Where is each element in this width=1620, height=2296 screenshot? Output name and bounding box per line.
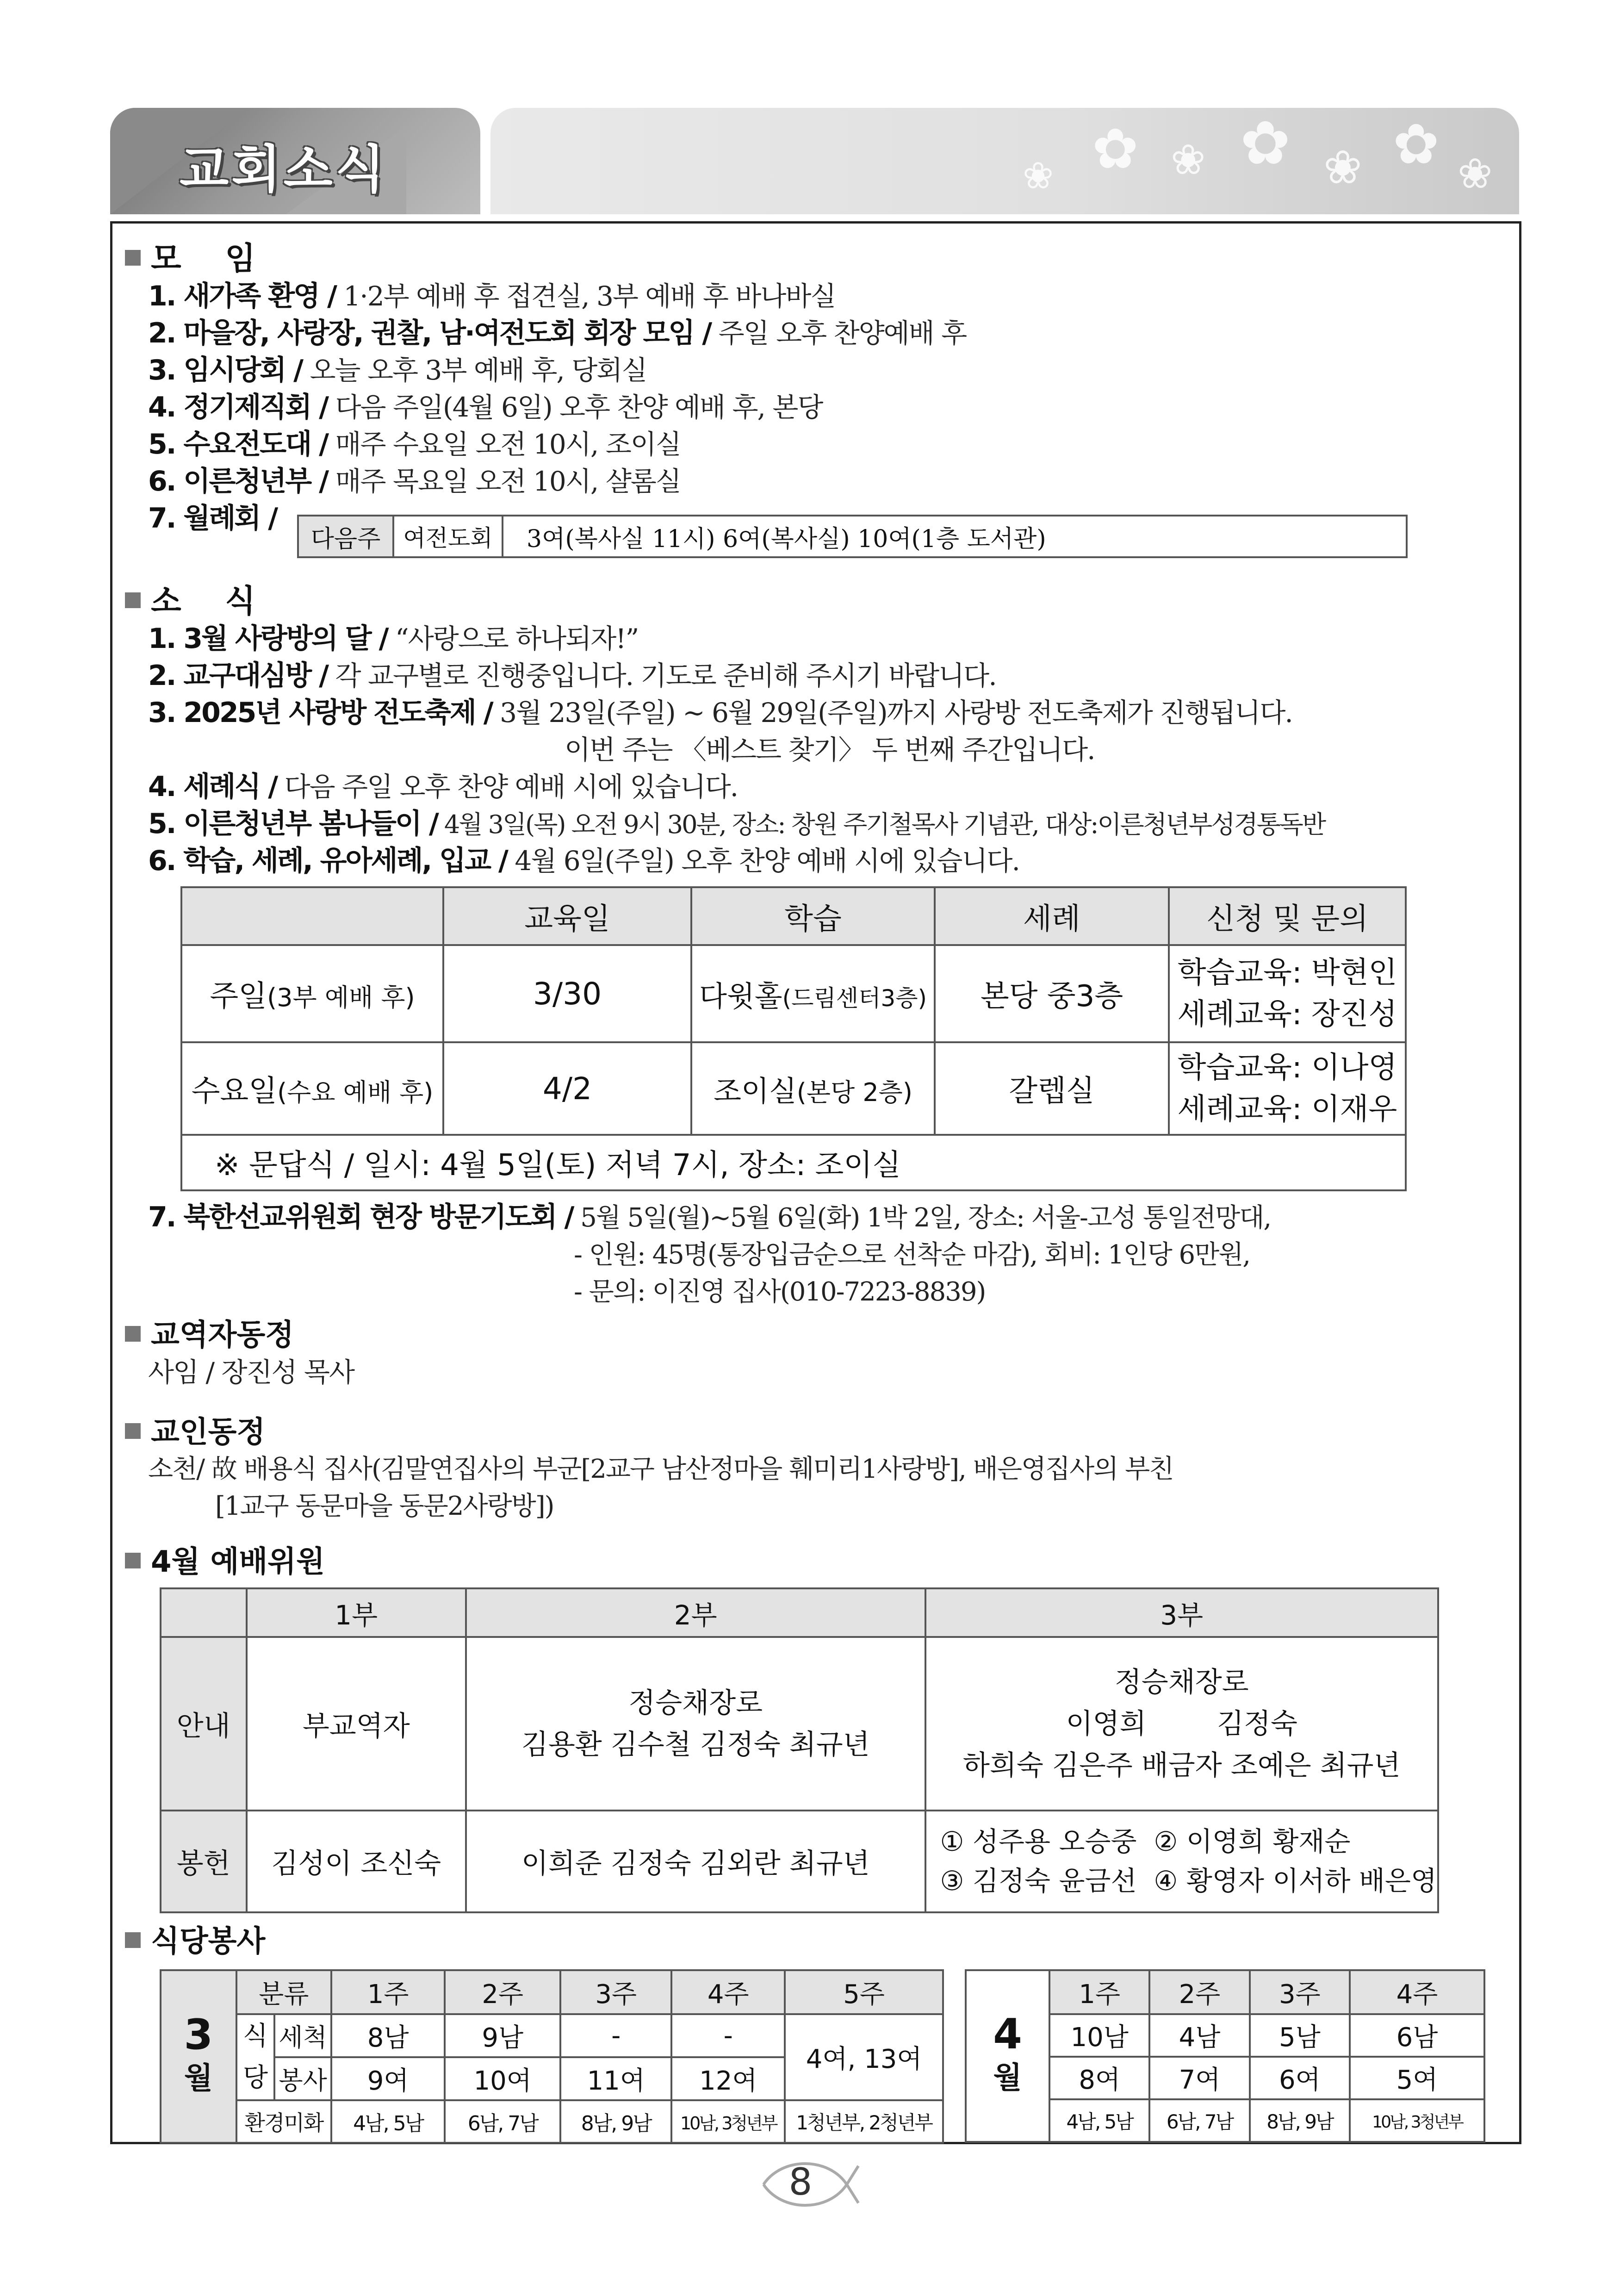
gyoin-line1: 소천/ 故 배용식 집사(김말연집사의 부군[2교구 남산정마을 훼미리1사랑방], 배은영집사의 부친 — [148, 1454, 1173, 1484]
march-cell: 10여 — [445, 2057, 560, 2100]
worship-row-label: 봉헌 — [161, 1811, 247, 1912]
edu-header-contact: 신청 및 문의 — [1169, 887, 1406, 945]
march-cell: 11여 — [560, 2057, 671, 2100]
edu-header-se: 세례 — [935, 887, 1169, 945]
april-cell: 8남, 9남 — [1250, 2099, 1350, 2142]
moim-item-4: 4. 정기제직회 / 다음 주일(4월 6일) 오후 찬양 예배 후, 본당 — [148, 391, 823, 423]
cafeteria-april-table — [965, 1969, 1485, 2143]
edu-header-hak: 학습 — [691, 887, 935, 945]
edu-row-contact: 학습교육: 이나영 세례교육: 이재우 — [1169, 1042, 1406, 1135]
march-cell: 8남 — [331, 2014, 445, 2057]
moim-item-3: 3. 임시당회 / 오늘 오후 3부 예배 후, 당회실 — [148, 354, 647, 386]
edu-row-day: 주일(3부 예배 후) — [181, 945, 443, 1042]
april-cell: 10남, 3청년부 — [1350, 2099, 1484, 2142]
gyoyeokja-text: 사임 / 장진성 목사 — [148, 1356, 354, 1388]
worship-cell: 김성이 조신숙 — [247, 1811, 466, 1912]
worship-row-label: 안내 — [161, 1637, 247, 1811]
page-number: 8 — [788, 2160, 813, 2203]
march-cell: 1청년부, 2청년부 — [785, 2100, 943, 2143]
gyoin-line2: [1교구 동문마을 동문2사랑방]) — [215, 1491, 554, 1521]
edu-row-contact: 학습교육: 박현인 세례교육: 장진성 — [1169, 945, 1406, 1042]
sosik-item-1: 1. 3월 사랑방의 달 / “사랑으로 하나되자!” — [148, 622, 639, 655]
march-env-label: 환경미화 — [236, 2100, 331, 2143]
edu-row-hak: 조이실(본당 2층) — [691, 1042, 935, 1135]
march-header-w1: 1주 — [331, 1970, 445, 2014]
worship-cell: ① 성주용 오승중 ② 이영희 황재순 ③ 김정숙 윤금선 ④ 황영자 이서하 배은영 — [925, 1811, 1438, 1912]
blossom-icon: ✿ — [1092, 117, 1139, 181]
worship-header-3: 3부 — [925, 1588, 1438, 1637]
cafeteria-march-table — [160, 1969, 944, 2144]
march-header-cat: 분류 — [236, 1970, 331, 2014]
blossom-icon: ✿ — [1240, 108, 1291, 178]
blossom-icon: ❀ — [1458, 149, 1493, 198]
april-cell: 4남, 5남 — [1049, 2099, 1149, 2142]
sosik-item-7-line3: - 문의: 이진영 집사(010-7223-8839) — [574, 1277, 986, 1307]
square-bullet-icon — [125, 1423, 141, 1439]
march-cell: 9남 — [445, 2014, 560, 2057]
worship-header-blank — [161, 1588, 247, 1637]
april-header-w3: 3주 — [1250, 1970, 1350, 2014]
blossom-icon: ❀ — [1023, 154, 1054, 197]
march-week5: 4여, 13여 — [785, 2014, 943, 2100]
march-header-w2: 2주 — [445, 1970, 560, 2014]
april-cell: 5여 — [1350, 2057, 1484, 2099]
square-bullet-icon — [125, 1326, 141, 1342]
page-number-badge — [759, 2147, 861, 2221]
sosik-item-3-cont: 이번 주는 〈베스트 찾기〉 두 번째 주간입니다. — [565, 734, 1095, 765]
worship-cell: 이희준 김정숙 김외란 최규년 — [466, 1811, 925, 1912]
section-heading-sosik: 소 식 — [125, 583, 255, 620]
march-cell: - — [671, 2014, 785, 2057]
header-banner — [490, 108, 1519, 214]
section-heading-worship: 4월 예배위원 — [125, 1543, 325, 1580]
march-cell: - — [560, 2014, 671, 2057]
april-cell: 4남 — [1149, 2014, 1249, 2057]
section-heading-gyoin: 교인동정 — [125, 1414, 265, 1451]
sosik-item-7-line2: - 인원: 45명(통장입금순으로 선착순 마감), 회비: 1인당 6만원, — [574, 1240, 1250, 1270]
monthly-group: 여전도회 — [393, 516, 503, 557]
edu-row-date: 3/30 — [443, 945, 691, 1042]
april-header-w1: 1주 — [1049, 1970, 1149, 2014]
sosik-item-2: 2. 교구대심방 / 각 교구별로 진행중입니다. 기도로 준비해 주시기 바랍니다. — [148, 660, 996, 692]
section-heading-gyoyeokja: 교역자동정 — [125, 1317, 294, 1354]
april-header-w4: 4주 — [1350, 1970, 1484, 2014]
moim-item-1: 1. 새가족 환영 / 1·2부 예배 후 접견실, 3부 예배 후 바나바실 — [148, 280, 836, 312]
monthly-detail: 3여(복사실 11시) 6여(복사실) 10여(1층 도서관) — [503, 516, 1407, 557]
sosik-item-4: 4. 세례식 / 다음 주일 오후 찬양 예배 시에 있습니다. — [148, 771, 738, 803]
sosik-item-5: 5. 이른청년부 봄나들이 / 4월 3일(목) 오전 9시 30분, 장소: 창원 주기철목사 기념관, 대상:이른청년부성경통독반 — [148, 808, 1325, 840]
march-sechuk-label: 세척 — [274, 2014, 331, 2057]
march-header-w4: 4주 — [671, 1970, 785, 2014]
sosik-item-6: 6. 학습, 세례, 유아세례, 입교 / 4월 6일(주일) 오후 찬양 예배 시에 있습니다. — [148, 845, 1019, 877]
blossom-icon: ❀ — [1171, 136, 1206, 184]
edu-row-hak: 다윗홀(드림센터3층) — [691, 945, 935, 1042]
march-sikdang: 식 당 — [236, 2014, 274, 2100]
edu-header-blank — [181, 887, 443, 945]
page-title: 교회소식 — [180, 140, 388, 199]
april-cell: 6여 — [1250, 2057, 1350, 2099]
march-header-w5: 5주 — [785, 1970, 943, 2014]
april-cell: 6남 — [1350, 2014, 1484, 2057]
edu-row-date: 4/2 — [443, 1042, 691, 1135]
april-cell: 10남 — [1049, 2014, 1149, 2057]
blossom-icon: ❀ — [1323, 140, 1362, 194]
blossom-icon: ✿ — [1393, 112, 1440, 177]
march-cell: 6남, 7남 — [445, 2100, 560, 2143]
sosik-item-3: 3. 2025년 사랑방 전도축제 / 3월 23일(주일) ~ 6월 29일(주일)까지 사랑방 전도축제가 진행됩니다. — [148, 697, 1292, 729]
sosik-item-7: 7. 북한선교위원회 현장 방문기도회 / 5월 5일(월)~5월 6일(화) 1박 2일, 장소: 서울-고성 통일전망대, — [148, 1201, 1271, 1233]
edu-header-date: 교육일 — [443, 887, 691, 945]
march-cell: 9여 — [331, 2057, 445, 2100]
march-header-w3: 3주 — [560, 1970, 671, 2014]
content — [125, 231, 1508, 2135]
march-month: 3 월 — [161, 1970, 236, 2143]
education-table — [180, 886, 1407, 1191]
march-cell: 4남, 5남 — [331, 2100, 445, 2143]
square-bullet-icon — [125, 1932, 141, 1948]
edu-row-se: 갈렙실 — [935, 1042, 1169, 1135]
edu-note: ※ 문답식 / 일시: 4월 5일(토) 저녁 7시, 장소: 조이실 — [181, 1135, 1406, 1190]
moim-item-5: 5. 수요전도대 / 매주 수요일 오전 10시, 조이실 — [148, 428, 681, 460]
april-cell: 7여 — [1149, 2057, 1249, 2099]
worship-header-2: 2부 — [466, 1588, 925, 1637]
april-cell: 8여 — [1049, 2057, 1149, 2099]
monthly-meeting-table — [297, 515, 1408, 558]
march-bongsa-label: 봉사 — [274, 2057, 331, 2100]
section-heading-moim: 모 임 — [125, 241, 255, 278]
edu-row-se: 본당 중3층 — [935, 945, 1169, 1042]
square-bullet-icon — [125, 250, 141, 266]
april-cell: 5남 — [1250, 2014, 1350, 2057]
april-month: 4 월 — [966, 1970, 1049, 2142]
april-cell: 6남, 7남 — [1149, 2099, 1249, 2142]
header-title-tab — [110, 108, 480, 214]
moim-item-7: 7. 월례회 / — [148, 502, 277, 535]
square-bullet-icon — [125, 1553, 141, 1568]
moim-item-6: 6. 이른청년부 / 매주 목요일 오전 10시, 샬롬실 — [148, 465, 681, 498]
edu-row-day: 수요일(수요 예배 후) — [181, 1042, 443, 1135]
moim-item-2: 2. 마을장, 사랑장, 권찰, 남·여전도회 회장 모임 / 주일 오후 찬양예배 후 — [148, 317, 967, 349]
worship-header-1: 1부 — [247, 1588, 466, 1637]
march-cell: 12여 — [671, 2057, 785, 2100]
worship-cell: 정승채장로 김용환 김수철 김정숙 최규년 — [466, 1637, 925, 1811]
square-bullet-icon — [125, 592, 141, 608]
section-heading-cafeteria: 식당봉사 — [125, 1923, 265, 1960]
monthly-week: 다음주 — [298, 516, 393, 557]
march-cell: 10남, 3청년부 — [671, 2100, 785, 2143]
march-cell: 8남, 9남 — [560, 2100, 671, 2143]
worship-table — [160, 1587, 1439, 1913]
worship-cell: 부교역자 — [247, 1637, 466, 1811]
worship-cell: 정승채장로 이영희 김정숙 하희숙 김은주 배금자 조예은 최규년 — [925, 1637, 1438, 1811]
april-header-w2: 2주 — [1149, 1970, 1249, 2014]
